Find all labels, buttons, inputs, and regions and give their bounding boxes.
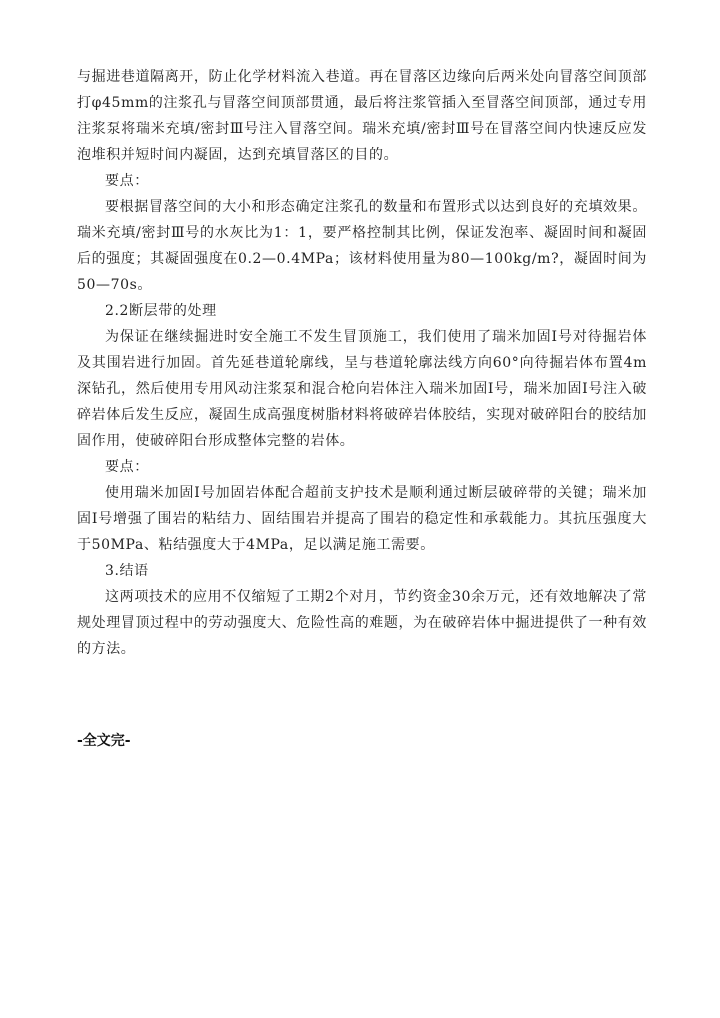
paragraph-fault-zone-treatment: 为保证在继续掘进时安全施工不发生冒顶施工，我们使用了瑞米加固Ⅰ号对待掘岩体及其围岩进行加固。首先延巷道轮廓线，呈与巷道轮廓法线方向60°向待掘岩体布置4m深钻孔，然后使用专用风动注浆泵和混合枪向岩体注入瑞米加固Ⅰ号，瑞米加固Ⅰ号注入破碎岩体后发生反应，凝固生成高强度树脂材料将破碎岩体胶结，实现对破碎阳台的胶结加固作用，使破碎阳台形成整体完整的岩体。 <box>77 329 647 449</box>
paragraph-reinforcement-key-points: 使用瑞米加固Ⅰ号加固岩体配合超前支护技术是顺利通过断层破碎带的关键；瑞米加固Ⅰ号增强了围岩的粘结力、固结围岩并提高了围岩的稳定性和承载能力。其抗压强度大于50MPa、粘结强度大于4MPa，足以满足施工需要。 <box>77 485 647 553</box>
section-heading-conclusion: 3.结语 <box>105 563 149 579</box>
paragraph-conclusion: 这两项技术的应用不仅缩短了工期2个对月，节约资金30余万元，还有效地解决了常规处理冒顶过程中的劳动强度大、危险性高的难题，为在破碎岩体中掘进提供了一种有效的方法。 <box>77 589 647 657</box>
heading-key-points-1: 要点： <box>105 173 149 189</box>
paragraph-grouting-procedure: 与掘进巷道隔离开，防止化学材料流入巷道。再在冒落区边缘向后两米处向冒落空间顶部打φ45mm的注浆孔与冒落空间顶部贯通，最后将注浆管插入至冒落空间顶部，通过专用注浆泵将瑞米充填/密封Ⅲ号注入冒落空间。瑞米充填/密封Ⅲ号在冒落空间内快速反应发泡堆积并短时间内凝固，达到充填冒落区的目的。 <box>77 69 647 163</box>
section-heading-fault-zone: 2.2断层带的处理 <box>105 303 217 319</box>
document-body <box>77 64 647 662</box>
paragraph-grouting-key-points: 要根据冒落空间的大小和形态确定注浆孔的数量和布置形式以达到良好的充填效果。瑞米充填/密封Ⅲ号的水灰比为1：1，要严格控制其比例，保证发泡率、凝固时间和凝固后的强度；其凝固强度在0.2—0.4MPa；该材料使用量为80—100kg/m?，凝固时间为50—70s。 <box>77 199 647 293</box>
end-of-document-mark: -全文完- <box>77 733 131 749</box>
heading-key-points-2: 要点： <box>105 459 149 475</box>
